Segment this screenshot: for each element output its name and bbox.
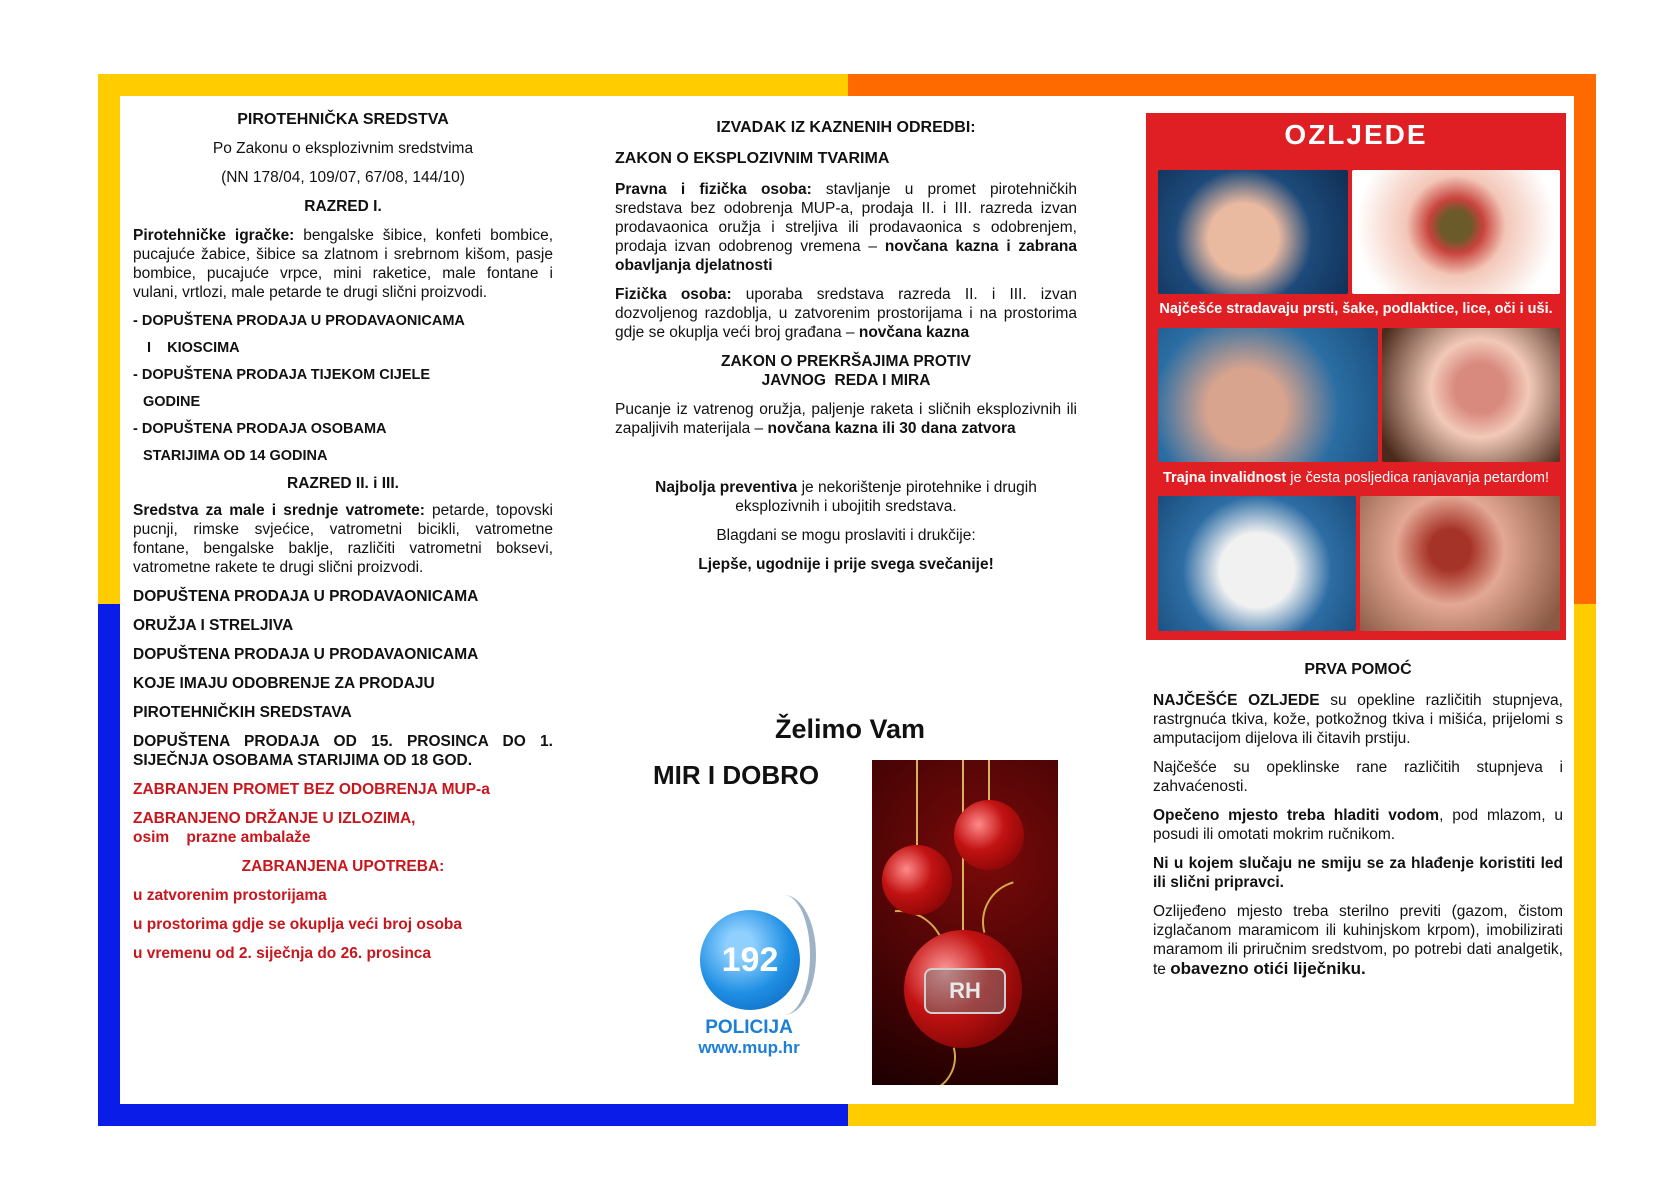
police-logo-192: 192 <box>700 910 800 1010</box>
ban-display: ZABRANJENO DRŽANJE U IZLOZIMA, <box>133 810 416 827</box>
christmas-ornament-image <box>872 760 1058 1085</box>
frame-left-top-band <box>98 74 120 604</box>
law-public-order-heading-1: ZAKON O PREKRŠAJIMA PROTIV <box>720 353 972 370</box>
frame-right-top-band <box>1574 74 1596 604</box>
fireworks-lead: Sredstva za male i srednje vatromete: <box>133 502 425 519</box>
injuries-caption-2-rest: je česta posljedica ranjavanja petardom! <box>1286 470 1550 486</box>
penalty-3-bold: novčana kazna ili 30 dana zatvora <box>767 420 1016 437</box>
injury-photo-face <box>1382 328 1560 462</box>
ban-trade: ZABRANJEN PROMET BEZ ODOBRENJA MUP-a <box>133 781 490 798</box>
column-pyrotechnics <box>133 110 553 963</box>
law-explosives-heading: ZAKON O EKSPLOZIVNIM TVARIMA <box>615 150 890 167</box>
first-aid-paragraph-2: Najčešće su opeklinske rane različitih stupnjeva i zahvaćenosti. <box>1153 759 1563 795</box>
holiday-line: Blagdani se mogu proslaviti i drukčije: <box>716 527 976 544</box>
frame-bottom-left-band <box>98 1104 848 1126</box>
ornament-string <box>988 760 990 802</box>
ban-use-1: u zatvorenim prostorijama <box>133 887 327 904</box>
penalty-3-text: Pucanje iz vatrenog oružja, paljenje raketa i sličnih eksplozivnih ili zapaljivih materijala – <box>615 401 1077 437</box>
first-aid-1-lead: NAJČEŠĆE OZLJEDE <box>1153 692 1320 709</box>
injury-photo-hand <box>1158 170 1348 294</box>
sale-line-3: DOPUŠTENA PRODAJA U PRODAVAONICAMA <box>133 646 479 663</box>
injuries-title: OZLJEDE <box>1284 119 1428 150</box>
frame-top-left-band <box>98 74 848 96</box>
injuries-caption-2-lead: Trajna invalidnost <box>1162 470 1287 486</box>
injury-photo-surgery <box>1158 496 1356 631</box>
rule1a: - DOPUŠTENA PRODAJA U PRODAVAONICAMA <box>133 313 465 329</box>
greeting-line-2: MIR I DOBRO <box>653 760 820 790</box>
first-aid-5-bold: obavezno otići liječniku. <box>1170 959 1366 978</box>
rule2b: GODINE <box>143 394 201 410</box>
penalty-paragraph-1 <box>615 180 1077 275</box>
first-aid-5-text: Ozlijeđeno mjesto treba sterilno previti (gazom, čistom izglačanom maramicom ili kuhinjskom krpom), imobilizirati maramom ili priručnim sredstvom, po potrebi dati analgetik, te <box>1153 903 1563 978</box>
first-aid-1-text: su opekline različitih stupnjeva, rastrgnuća tkiva, kože, potkožnog tkiva i mišića, prijelomi s amputacijom dijelova ili čitavih prstiju. <box>1153 692 1563 747</box>
ban-display-exception: osim prazne ambalaže <box>133 829 311 846</box>
law-public-order-heading-2: JAVNOG REDA I MIRA <box>761 372 931 389</box>
injuries-caption-2 <box>1146 470 1566 486</box>
injury-photo-fingers <box>1158 328 1378 462</box>
injury-photo-amputation <box>1360 496 1560 631</box>
first-aid-3-lead: Opečeno mjesto treba hladiti vodom <box>1153 807 1440 824</box>
rule3b: STARIJIMA OD 14 GODINA <box>143 448 328 464</box>
pyro-nn: (NN 178/04, 109/07, 67/08, 144/10) <box>221 169 465 186</box>
first-aid-paragraph-4: Ni u kojem slučaju ne smiju se za hlađenje koristiti led ili slični pripravci. <box>1153 855 1563 891</box>
class1-heading: RAZRED I. <box>304 198 382 215</box>
injury-photo-burn <box>1352 170 1560 294</box>
sale-line-2: ORUŽJA I STRELJIVA <box>133 617 294 634</box>
ban-use-3: u vremenu od 2. siječnja do 26. prosinca <box>133 945 432 962</box>
first-aid-paragraph-5 <box>1153 902 1563 979</box>
ban-use-heading: ZABRANJENA UPOTREBA: <box>241 858 445 875</box>
penalty-1-text: stavljanje u promet pirotehničkih sredstava bez odobrenja MUP-a, prodaja II. i III. razreda izvan prodavaonica oružja i streljiva ili prodavaonica s odobrenjem, prodaja izvan odobrenog vremena – <box>615 181 1077 255</box>
police-logo-url[interactable]: www.mup.hr <box>698 1038 800 1057</box>
first-aid-paragraph-3 <box>1153 806 1563 844</box>
rule2a: - DOPUŠTENA PRODAJA TIJEKOM CIJELE <box>133 367 431 383</box>
red-ornament-small <box>882 845 952 915</box>
column-first-aid <box>1153 660 1563 979</box>
penalty-paragraph-3 <box>615 400 1077 438</box>
rule3a: - DOPUŠTENA PRODAJA OSOBAMA <box>133 421 387 437</box>
class23-heading: RAZRED II. i III. <box>287 475 399 492</box>
toys-lead: Pirotehničke igračke: <box>133 227 295 244</box>
rule1b: I KIOSCIMA <box>147 340 240 356</box>
toys-paragraph <box>133 226 553 302</box>
fireworks-text: petarde, topovski pucnji, rimske svjećice, vatrometni bicikli, vatrometne fontane, bengalske baklje, različiti vatrometni boksevi, vatrometne rakete te drugi slični proizvodi. <box>133 502 553 576</box>
penalty-2-lead: Fizička osoba: <box>615 286 732 303</box>
penalty-2-bold: novčana kazna <box>858 324 970 341</box>
prevention-lead: Najbolja preventiva <box>655 479 798 496</box>
ornament-string <box>916 760 918 846</box>
frame-top-right-band <box>848 74 1596 96</box>
holiday-slogan: Ljepše, ugodnije i prije svega svečanije! <box>698 556 994 573</box>
prevention-text: je nekorištenje pirotehnike i drugih eksplozivnih i ubojitih sredstava. <box>735 479 1037 515</box>
injuries-caption-1: Najčešće stradavaju prsti, šake, podlaktice, lice, oči i uši. <box>1159 301 1553 317</box>
sale-line-6: DOPUŠTENA PRODAJA OD 15. PROSINCA DO 1. SIJEČNJA OSOBAMA STARIJIMA OD 18 GOD. <box>133 733 553 769</box>
first-aid-paragraph-1 <box>1153 691 1563 748</box>
sale-line-5: PIROTEHNIČKIH SREDSTAVA <box>133 704 352 721</box>
toys-text: bengalske šibice, konfeti bombice, pucajuće žabice, šibice sa zlatnom i srebrnom kišom, pasje bombice, pucajuće vrpce, mini raketice, male fontane i vulani, vrtlozi, male petarde te drugi slični proizvodi. <box>133 227 553 301</box>
penalty-1-lead: Pravna i fizička osoba: <box>615 181 812 198</box>
first-aid-title: PRVA POMOĆ <box>1304 661 1412 678</box>
fireworks-paragraph <box>133 501 553 577</box>
frame-left-bottom-band <box>98 604 120 1126</box>
penalty-2-text: uporaba sredstava razreda II. i III. izvan dozvoljenog razdoblja, u zatvorenim prostorijama i na prostorima gdje se okuplja veći broj građana – <box>615 286 1077 341</box>
first-aid-3-text: , pod mlazom, u posudi ili omotati mokrim ručnikom. <box>1153 807 1563 843</box>
sale-line-4: KOJE IMAJU ODOBRENJE ZA PRODAJU <box>133 675 435 692</box>
rh-mup-emblem: RH <box>924 968 1006 1014</box>
penalty-paragraph-2 <box>615 285 1077 342</box>
frame-right-bottom-band <box>1574 604 1596 1126</box>
greeting-line-1: Želimo Vam <box>775 714 926 744</box>
penalty-1-bold: novčana kazna i zabrana obavljanja djelatnosti <box>615 238 1077 274</box>
injuries-panel <box>1146 113 1566 640</box>
column-penalties <box>615 118 1077 574</box>
prevention-paragraph <box>635 478 1057 516</box>
frame-bottom-right-band <box>848 1104 1596 1126</box>
sale-line-1: DOPUŠTENA PRODAJA U PRODAVAONICAMA <box>133 588 479 605</box>
pyro-law: Po Zakonu o eksplozivnim sredstvima <box>212 140 474 157</box>
penalties-title: IZVADAK IZ KAZNENIH ODREDBI: <box>716 119 976 136</box>
pyro-title: PIROTEHNIČKA SREDSTVA <box>237 111 449 128</box>
ban-use-2: u prostorima gdje se okuplja veći broj osoba <box>133 916 463 933</box>
red-ornament-small <box>954 800 1024 870</box>
police-logo-name: POLICIJA <box>705 1017 793 1038</box>
